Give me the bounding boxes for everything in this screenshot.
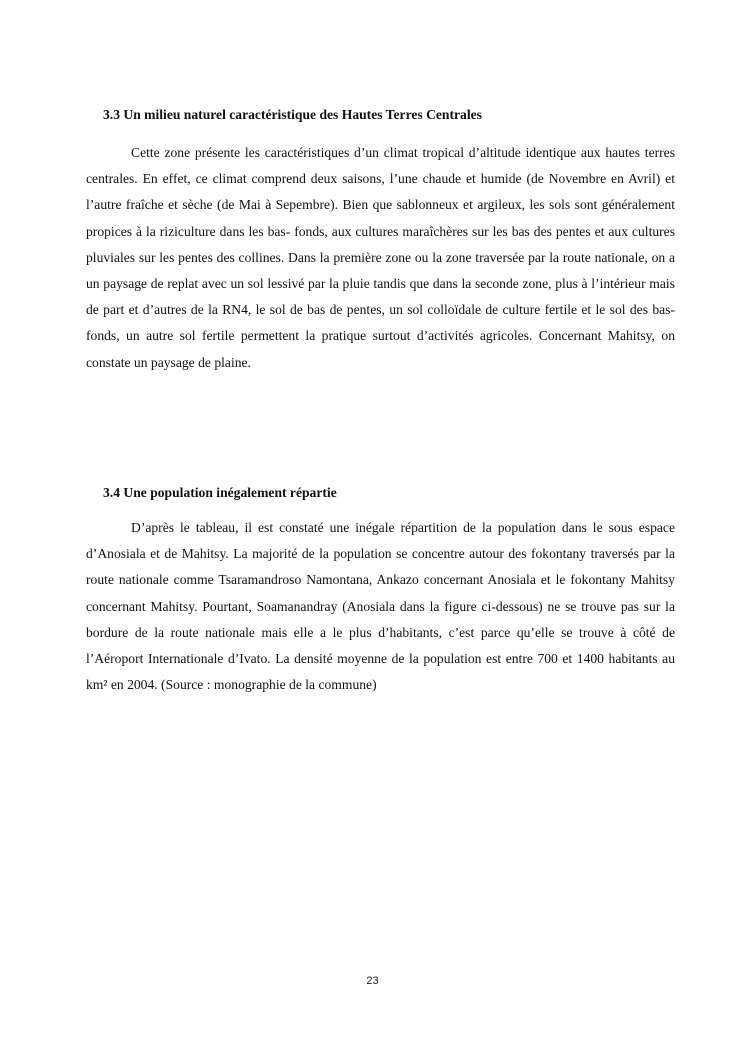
page-number: 23 — [366, 975, 379, 987]
section-heading-3-4: 3.4 Une population inégalement répartie — [103, 485, 337, 500]
section-paragraph-3-3: Cette zone présente les caractéristiques d’un climat tropical d’altitude identique aux hautes terres centrales. En effet, ce climat comprend deux saisons, l’une chaude et humide (de Novembre en Avril) et l’autre fraîche et sèche (de Mai à Sepembre). Bien que sablonneux et argileux, les sols sont généralement propices à la riziculture dans les bas- fonds, aux cultures maraîchères sur les bas des pentes et aux cultures pluviales sur les pentes des collines. Dans la première zone ou la zone traversée par la route nationale, on a un paysage de replat avec un sol lessivé par la pluie tandis que dans la seconde zone, plus à l’intérieur mais de part et d’autres de la RN4, le sol de bas de pentes, un sol colloïdale de culture fertile et le sol des bas-fonds, un autre sol fertile permettent la pratique surtout d’activités agricoles. Concernant Mahitsy, on constate un paysage de plaine. — [86, 145, 675, 370]
section-heading-3-3: 3.3 Un milieu naturel caractéristique des Hautes Terres Centrales — [103, 107, 482, 122]
section-paragraph-3-4: D’après le tableau, il est constaté une inégale répartition de la population dans le sous espace d’Anosiala et de Mahitsy. La majorité de la population se concentre autour des fokontany traversés par la route nationale comme Tsaramandroso Namontana, Ankazo concernant Anosiala et le fokontany Mahitsy concernant Mahitsy. Pourtant, Soamanandray (Anosiala dans la figure ci-dessous) ne se trouve pas sur la bordure de la route nationale mais elle a le plus d’habitants, c’est parce qu’elle se trouve à côté de l’Aéroport Internationale d’Ivato. La densité moyenne de la population est entre 700 et 1400 habitants au km² en 2004. (Source : monographie de la commune) — [86, 520, 675, 693]
